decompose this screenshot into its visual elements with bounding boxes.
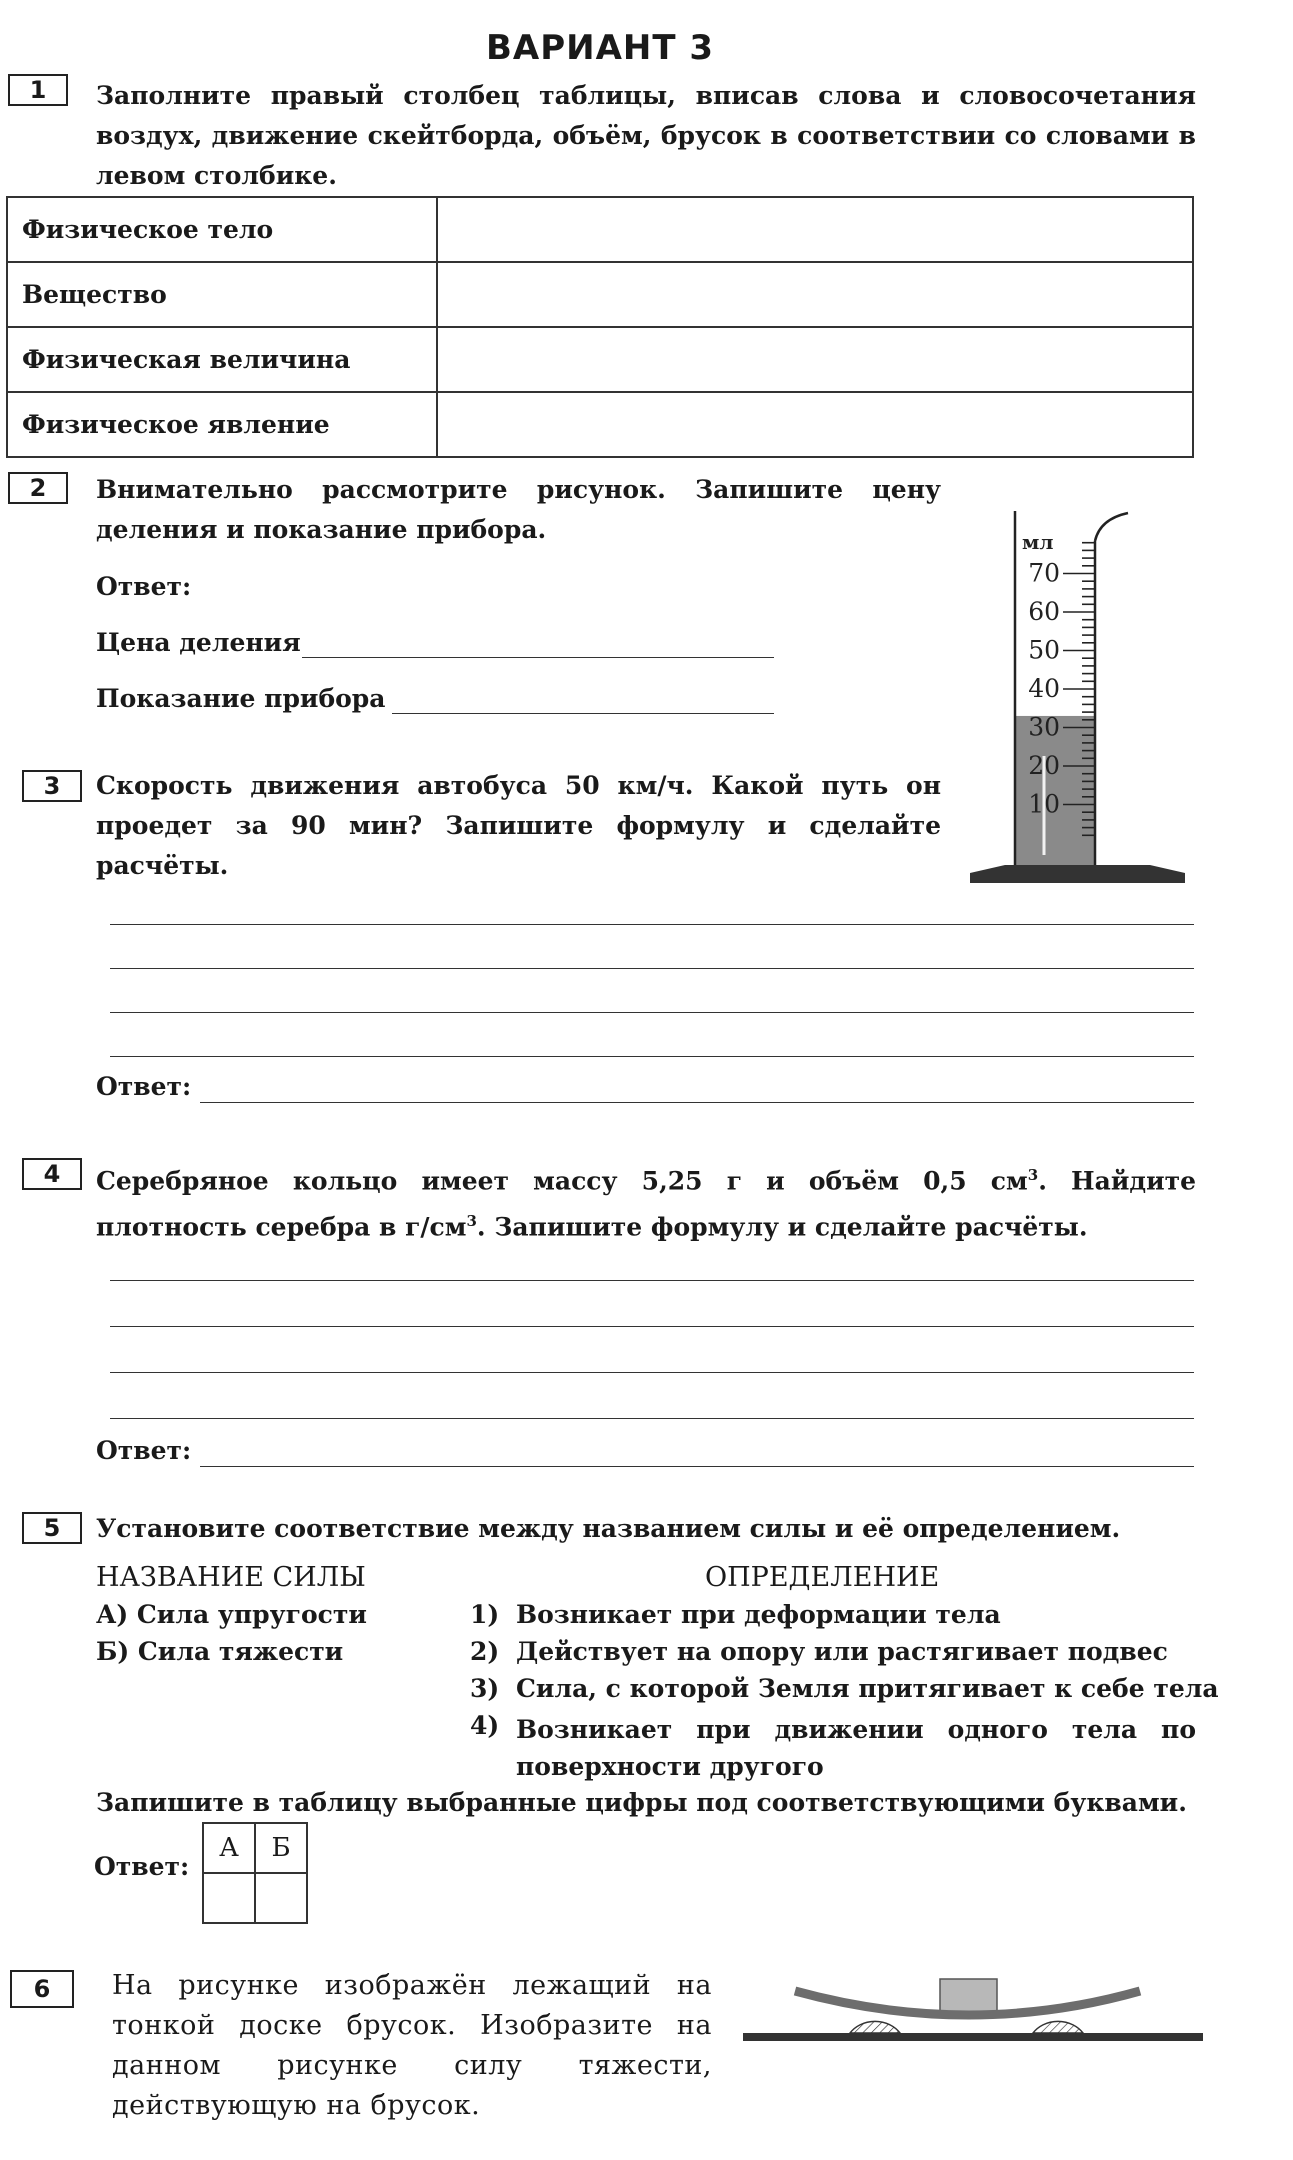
- question-1-text: Заполните правый столбец таблицы, вписав слова и словосочетания воздух, движение скейтборда, объём, брусок в соответствии со словами в левом столбике.: [96, 81, 1196, 190]
- q5-answer-cell[interactable]: [203, 1873, 255, 1923]
- q5-table-header: А: [203, 1823, 255, 1873]
- q1-row-label: Физическое тело: [7, 197, 437, 262]
- q5-table-header: Б: [255, 1823, 307, 1873]
- q3-answer-label: Ответ:: [96, 1072, 192, 1101]
- question-number-6: 6: [10, 1970, 74, 2008]
- table-row: [7, 262, 1193, 327]
- q4-answer-line[interactable]: [110, 1280, 1194, 1281]
- q2-field2-line[interactable]: [392, 713, 774, 714]
- scale-label: 50: [1028, 635, 1060, 665]
- board-on-supports-figure: [735, 1965, 1215, 2055]
- question-3-text: Скорость движения автобуса 50 км/ч. Какой путь он проедет за 90 мин? Запишите формулу и сделайте расчёты.: [96, 771, 941, 880]
- q4-answer-line[interactable]: [110, 1418, 1194, 1419]
- cylinder-base: [970, 865, 1185, 883]
- q3-answer-line[interactable]: [110, 924, 1194, 925]
- q5-left-header: НАЗВАНИЕ СИЛЫ: [96, 1562, 366, 1593]
- q1-table: [6, 196, 1194, 458]
- q5-right-header: ОПРЕДЕЛЕНИЕ: [705, 1562, 940, 1593]
- q5-right-item-num: 3): [470, 1674, 500, 1703]
- scale-label: 70: [1028, 558, 1060, 588]
- q5-answer-cell[interactable]: [255, 1873, 307, 1923]
- question-6-text: На рисунке изображён лежащий на тонкой доске брусок. Изобразите на данном рисунке силу тяжести, действующую на брусок.: [112, 1970, 712, 2121]
- question-number-3: 3: [22, 770, 82, 802]
- table-row: [7, 197, 1193, 262]
- q3-answer-line[interactable]: [110, 1056, 1194, 1057]
- scale-label: 10: [1028, 789, 1060, 819]
- q4-answer-label: Ответ:: [96, 1436, 192, 1465]
- q5-answer-label: Ответ:: [94, 1852, 190, 1881]
- q1-answer-cell[interactable]: [437, 327, 1193, 392]
- q2-field1-line[interactable]: [302, 657, 774, 658]
- table-row: [7, 392, 1193, 457]
- question-number-1: 1: [8, 74, 68, 106]
- cylinder-unit-label: мл: [1022, 530, 1054, 554]
- graduated-cylinder: [960, 505, 1200, 890]
- q2-field1-label: Цена деления: [96, 628, 301, 657]
- support-left: [850, 2021, 900, 2033]
- q5-right-item-text: Действует на опору или растягивает подвес: [516, 1637, 1168, 1666]
- q5-right-item-text: Сила, с которой Земля притягивает к себе тела: [516, 1674, 1219, 1703]
- question-number-2: 2: [8, 472, 68, 504]
- scale-label: 40: [1028, 674, 1060, 703]
- table-row: [203, 1873, 307, 1923]
- q5-right-item-text: Возникает при движении одного тела по поверхности другого: [516, 1715, 1196, 1781]
- q5-right-item-num: 2): [470, 1637, 500, 1666]
- q5-left-item: Б) Сила тяжести: [96, 1637, 344, 1666]
- scale-label: 30: [1028, 712, 1060, 742]
- q3-final-answer-line[interactable]: [200, 1102, 1194, 1103]
- question-2-text: Внимательно рассмотрите рисунок. Запишите цену деления и показание прибора.: [96, 475, 941, 544]
- q1-row-label: Физическое явление: [7, 392, 437, 457]
- q2-field2-label: Показание прибора: [96, 684, 386, 713]
- q1-answer-cell[interactable]: [437, 197, 1193, 262]
- q1-answer-cell[interactable]: [437, 392, 1193, 457]
- q5-left-item: А) Сила упругости: [96, 1600, 367, 1629]
- q1-answer-cell[interactable]: [437, 262, 1193, 327]
- scale-label: 60: [1028, 597, 1060, 626]
- q3-answer-line[interactable]: [110, 1012, 1194, 1013]
- q4-final-answer-line[interactable]: [200, 1466, 1194, 1467]
- q4-answer-line[interactable]: [110, 1326, 1194, 1327]
- q3-answer-line[interactable]: [110, 968, 1194, 969]
- q5-right-item-num: 4): [470, 1711, 500, 1740]
- table-row: [7, 327, 1193, 392]
- support-right: [1033, 2021, 1083, 2033]
- question-5-text: Установите соответствие между названием силы и её определением.: [96, 1514, 1121, 1543]
- ground: [743, 2033, 1203, 2041]
- page-title: ВАРИАНТ 3: [485, 28, 715, 68]
- question-4-text: Серебряное кольцо имеет массу 5,25 г и объём 0,5 $см^3$. Найдите плотность серебра в $г/см^3$. Запишите формулу и сделайте расчёты.: [96, 1166, 1197, 1242]
- scale-label: 20: [1028, 751, 1060, 780]
- q5-right-item-text: Возникает при деформации тела: [516, 1600, 1001, 1629]
- table-row: [203, 1823, 307, 1873]
- question-number-5: 5: [22, 1512, 82, 1544]
- question-number-4: 4: [22, 1158, 82, 1190]
- q2-answer-label: Ответ:: [96, 572, 192, 601]
- q5-right-item-num: 1): [470, 1600, 500, 1629]
- q4-answer-line[interactable]: [110, 1372, 1194, 1373]
- q1-row-label: Вещество: [7, 262, 437, 327]
- q1-row-label: Физическая величина: [7, 327, 437, 392]
- q5-instruction: Запишите в таблицу выбранные цифры под соответствующими буквами.: [96, 1788, 1187, 1817]
- q5-answer-table: [202, 1822, 308, 1924]
